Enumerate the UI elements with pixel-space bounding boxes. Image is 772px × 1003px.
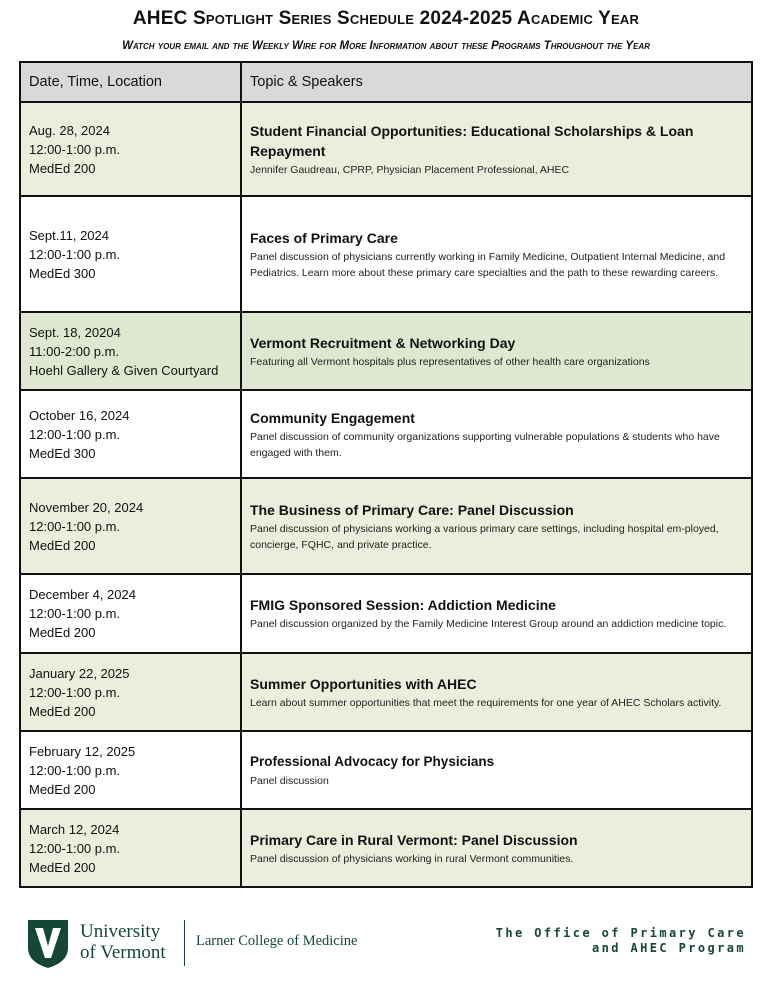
topic-cell	[241, 312, 752, 390]
event-location: MedEd 200	[29, 537, 96, 553]
table-row	[20, 102, 752, 196]
date-cell	[20, 809, 241, 887]
event-time: 12:00-1:00 p.m.	[29, 518, 121, 534]
date-cell	[20, 731, 241, 809]
page-title: AHEC Spotlight Series Schedule 2024-2025 Academic Year	[132, 8, 640, 29]
table-row	[20, 653, 752, 731]
table-row	[20, 478, 752, 574]
office-line-1: The Office of Primary Care	[495, 926, 746, 940]
logo-divider	[184, 920, 185, 966]
event-location: MedEd 300	[29, 445, 96, 461]
topic-cell	[241, 478, 752, 574]
event-topic: The Business of Primary Care: Panel Discussion	[250, 501, 574, 518]
event-description: Learn about summer opportunities that meet the requirements for one year of AHEC Scholars activity.	[250, 696, 722, 709]
event-date: November 20, 2024	[29, 499, 144, 515]
event-date: February 12, 2025	[29, 743, 136, 759]
event-time: 11:00-2:00 p.m.	[29, 343, 120, 359]
event-topic: Summer Opportunities with AHEC	[250, 675, 477, 692]
date-cell	[20, 102, 241, 196]
event-location: Hoehl Gallery & Given Courtyard	[29, 362, 219, 378]
topic-cell	[241, 196, 752, 312]
event-description: Panel discussion organized by the Family Medicine Interest Group around an addiction medicine topic.	[250, 618, 727, 630]
university-line-2: of Vermont	[80, 942, 166, 963]
uvm-logo	[26, 918, 366, 970]
table-row	[20, 731, 752, 809]
uvm-shield-icon	[26, 918, 70, 970]
topic-cell	[241, 809, 752, 887]
event-description: Panel discussion	[250, 774, 329, 787]
event-topic: Professional Advocacy for Physicians	[250, 753, 495, 769]
event-location: MedEd 200	[29, 859, 96, 875]
table-row	[20, 574, 752, 653]
column-header-topic: Topic & Speakers	[241, 62, 752, 102]
date-cell	[20, 574, 241, 653]
event-topic: Faces of Primary Care	[250, 229, 398, 246]
event-description: Panel discussion of physicians currently working in Family Medicine, Outpatient Internal Medicine, and Pediatrics. Learn more about these primary care specialties and the path to these rewarding careers.	[250, 250, 726, 279]
topic-cell	[241, 731, 752, 809]
topic-cell	[241, 653, 752, 731]
date-cell	[20, 653, 241, 731]
table-row	[20, 390, 752, 478]
event-date: Sept.11, 2024	[29, 227, 109, 243]
event-time: 12:00-1:00 p.m.	[29, 762, 121, 778]
event-topic: Student Financial Opportunities: Educational Scholarships & Loan Repayment	[250, 122, 694, 159]
table-row	[20, 312, 752, 390]
event-description: Panel discussion of physicians working in rural Vermont communities.	[250, 852, 574, 865]
event-date: Aug. 28, 2024	[29, 122, 110, 138]
topic-cell	[241, 390, 752, 478]
event-location: MedEd 200	[29, 160, 96, 176]
event-topic: Vermont Recruitment & Networking Day	[250, 334, 516, 351]
page-subtitle: Watch your email and the Weekly Wire for More Information about these Programs Throughout the Year	[122, 40, 650, 52]
event-time: 12:00-1:00 p.m.	[29, 684, 121, 700]
date-cell	[20, 478, 241, 574]
event-description: Panel discussion of community organizations supporting vulnerable populations & students who have engaged with them.	[250, 430, 720, 459]
event-date: January 22, 2025	[29, 665, 130, 681]
college-name: Larner College of Medicine	[196, 933, 358, 949]
event-location: MedEd 200	[29, 703, 96, 719]
column-header-date: Date, Time, Location	[20, 62, 241, 102]
event-topic: FMIG Sponsored Session: Addiction Medicine	[250, 597, 556, 613]
event-description: Featuring all Vermont hospitals plus representatives of other health care organizations	[250, 355, 650, 368]
event-time: 12:00-1:00 p.m.	[29, 246, 121, 262]
event-description: Panel discussion of physicians working a various primary care settings, including hospital em-ployed, concierge, FQHC, and private practice.	[250, 522, 719, 551]
office-name	[496, 926, 746, 956]
event-date: Sept. 18, 20204	[29, 324, 121, 340]
event-date: March 12, 2024	[29, 821, 120, 837]
table-row	[20, 196, 752, 312]
date-cell	[20, 312, 241, 390]
university-name	[80, 921, 166, 963]
event-location: MedEd 200	[29, 625, 96, 640]
office-line-2: and AHEC Program	[592, 941, 746, 955]
event-date: December 4, 2024	[29, 587, 136, 602]
university-line-1: University	[80, 921, 161, 942]
topic-cell	[241, 574, 752, 653]
event-time: 12:00-1:00 p.m.	[29, 426, 121, 442]
event-location: MedEd 200	[29, 781, 96, 797]
event-location: MedEd 300	[29, 265, 96, 281]
topic-cell	[241, 102, 752, 196]
table-row	[20, 809, 752, 887]
event-topic: Primary Care in Rural Vermont: Panel Discussion	[250, 831, 578, 848]
event-time: 12:00-1:00 p.m.	[29, 840, 121, 856]
event-time: 12:00-1:00 p.m.	[29, 141, 121, 157]
table-header-row	[20, 62, 752, 102]
schedule-table	[19, 61, 753, 888]
event-description: Jennifer Gaudreau, CPRP, Physician Placement Professional, AHEC	[250, 163, 570, 176]
event-topic: Community Engagement	[250, 409, 415, 426]
date-cell	[20, 196, 241, 312]
event-date: October 16, 2024	[29, 407, 130, 423]
date-cell	[20, 390, 241, 478]
event-time: 12:00-1:00 p.m.	[29, 606, 121, 621]
